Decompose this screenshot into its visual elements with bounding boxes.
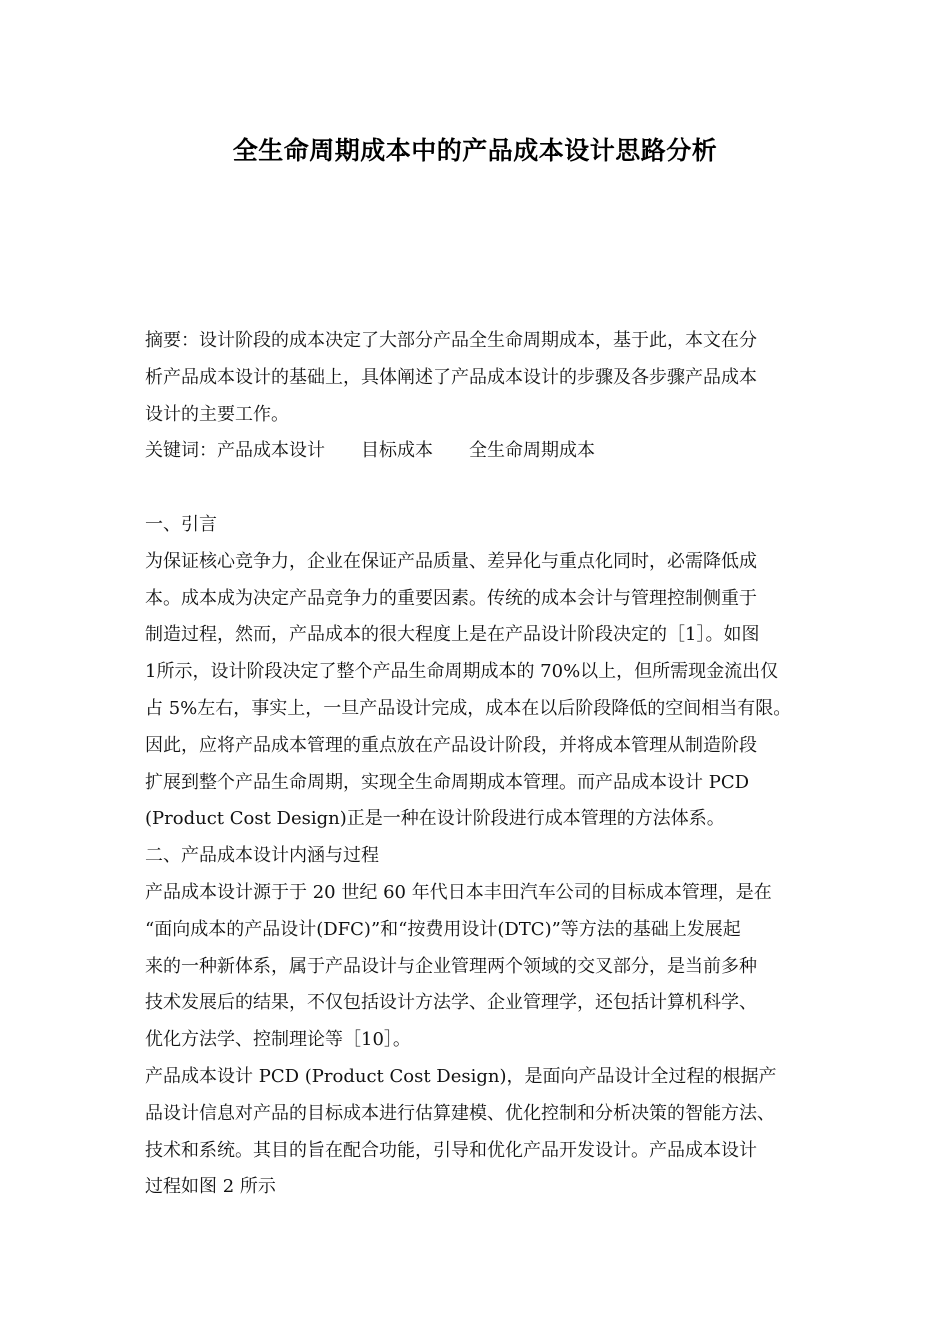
section-introduction [145,507,825,838]
body-line: 为保证核心竞争力，企业在保证产品质量、差异化与重点化同时，必需降低成 [145,550,757,572]
keywords: 关键词：产品成本设计 目标成本 全生命周期成本 [145,440,595,462]
body-line: (Product Cost Design)正是一种在设计阶段进行成本管理的方法体系。 [145,808,725,830]
document-title: 全生命周期成本中的产品成本设计思路分析 [232,136,718,165]
body-line: 1所示，设计阶段决定了整个产品生命周期成本的 70%以上，但所需现金流出仅 [145,661,779,683]
body-line: 产品成本设计源于于 20 世纪 60 年代日本丰田汽车公司的目标成本管理，是在 [145,881,772,903]
body-line: 优化方法学、控制理论等［10］。 [145,1029,411,1051]
body-line: 扩展到整个产品生命周期，实现全生命周期成本管理。而产品成本设计 PCD [145,771,750,793]
abstract [145,323,825,433]
body-line: 产品成本设计 PCD (Product Cost Design)，是面向产品设计全过程的根据产 [145,1065,777,1087]
body-line: 技术和系统。其目的旨在配合功能，引导和优化产品开发设计。产品成本设计 [145,1139,757,1161]
abstract-line: 摘要：设计阶段的成本决定了大部分产品全生命周期成本，基于此，本文在分 [145,330,757,351]
body-line: 品设计信息对产品的目标成本进行估算建模、优化控制和分析决策的智能方法、 [145,1102,775,1124]
body-line: 过程如图 2 所示 [145,1176,276,1198]
abstract-line: 析产品成本设计的基础上，具体阐述了产品成本设计的步骤及各步骤产品成本 [145,366,757,388]
body-line: 技术发展后的结果，不仅包括设计方法学、企业管理学，还包括计算机科学、 [145,992,757,1014]
document-body [145,323,825,1206]
body-line: 制造过程，然而，产品成本的很大程度上是在产品设计阶段决定的［1］。如图 [145,624,760,646]
section-heading: 二、产品成本设计内涵与过程 [145,845,379,867]
section-heading: 一、引言 [145,513,217,535]
blank-line [145,470,825,507]
section-pcd-process [145,838,825,1206]
body-line: 本。成本成为决定产品竞争力的重要因素。传统的成本会计与管理控制侧重于 [145,587,757,609]
body-line: “面向成本的产品设计(DFC)”和“按费用设计(DTC)”等方法的基础上发展起 [145,918,741,940]
body-line: 来的一种新体系，属于产品设计与企业管理两个领域的交叉部分，是当前多种 [145,955,757,977]
body-line: 因此，应将产品成本管理的重点放在产品设计阶段，并将成本管理从制造阶段 [145,734,757,756]
body-line: 占 5%左右，事实上，一旦产品设计完成，成本在以后阶段降低的空间相当有限。 [145,697,792,719]
abstract-line: 设计的主要工作。 [145,403,289,425]
